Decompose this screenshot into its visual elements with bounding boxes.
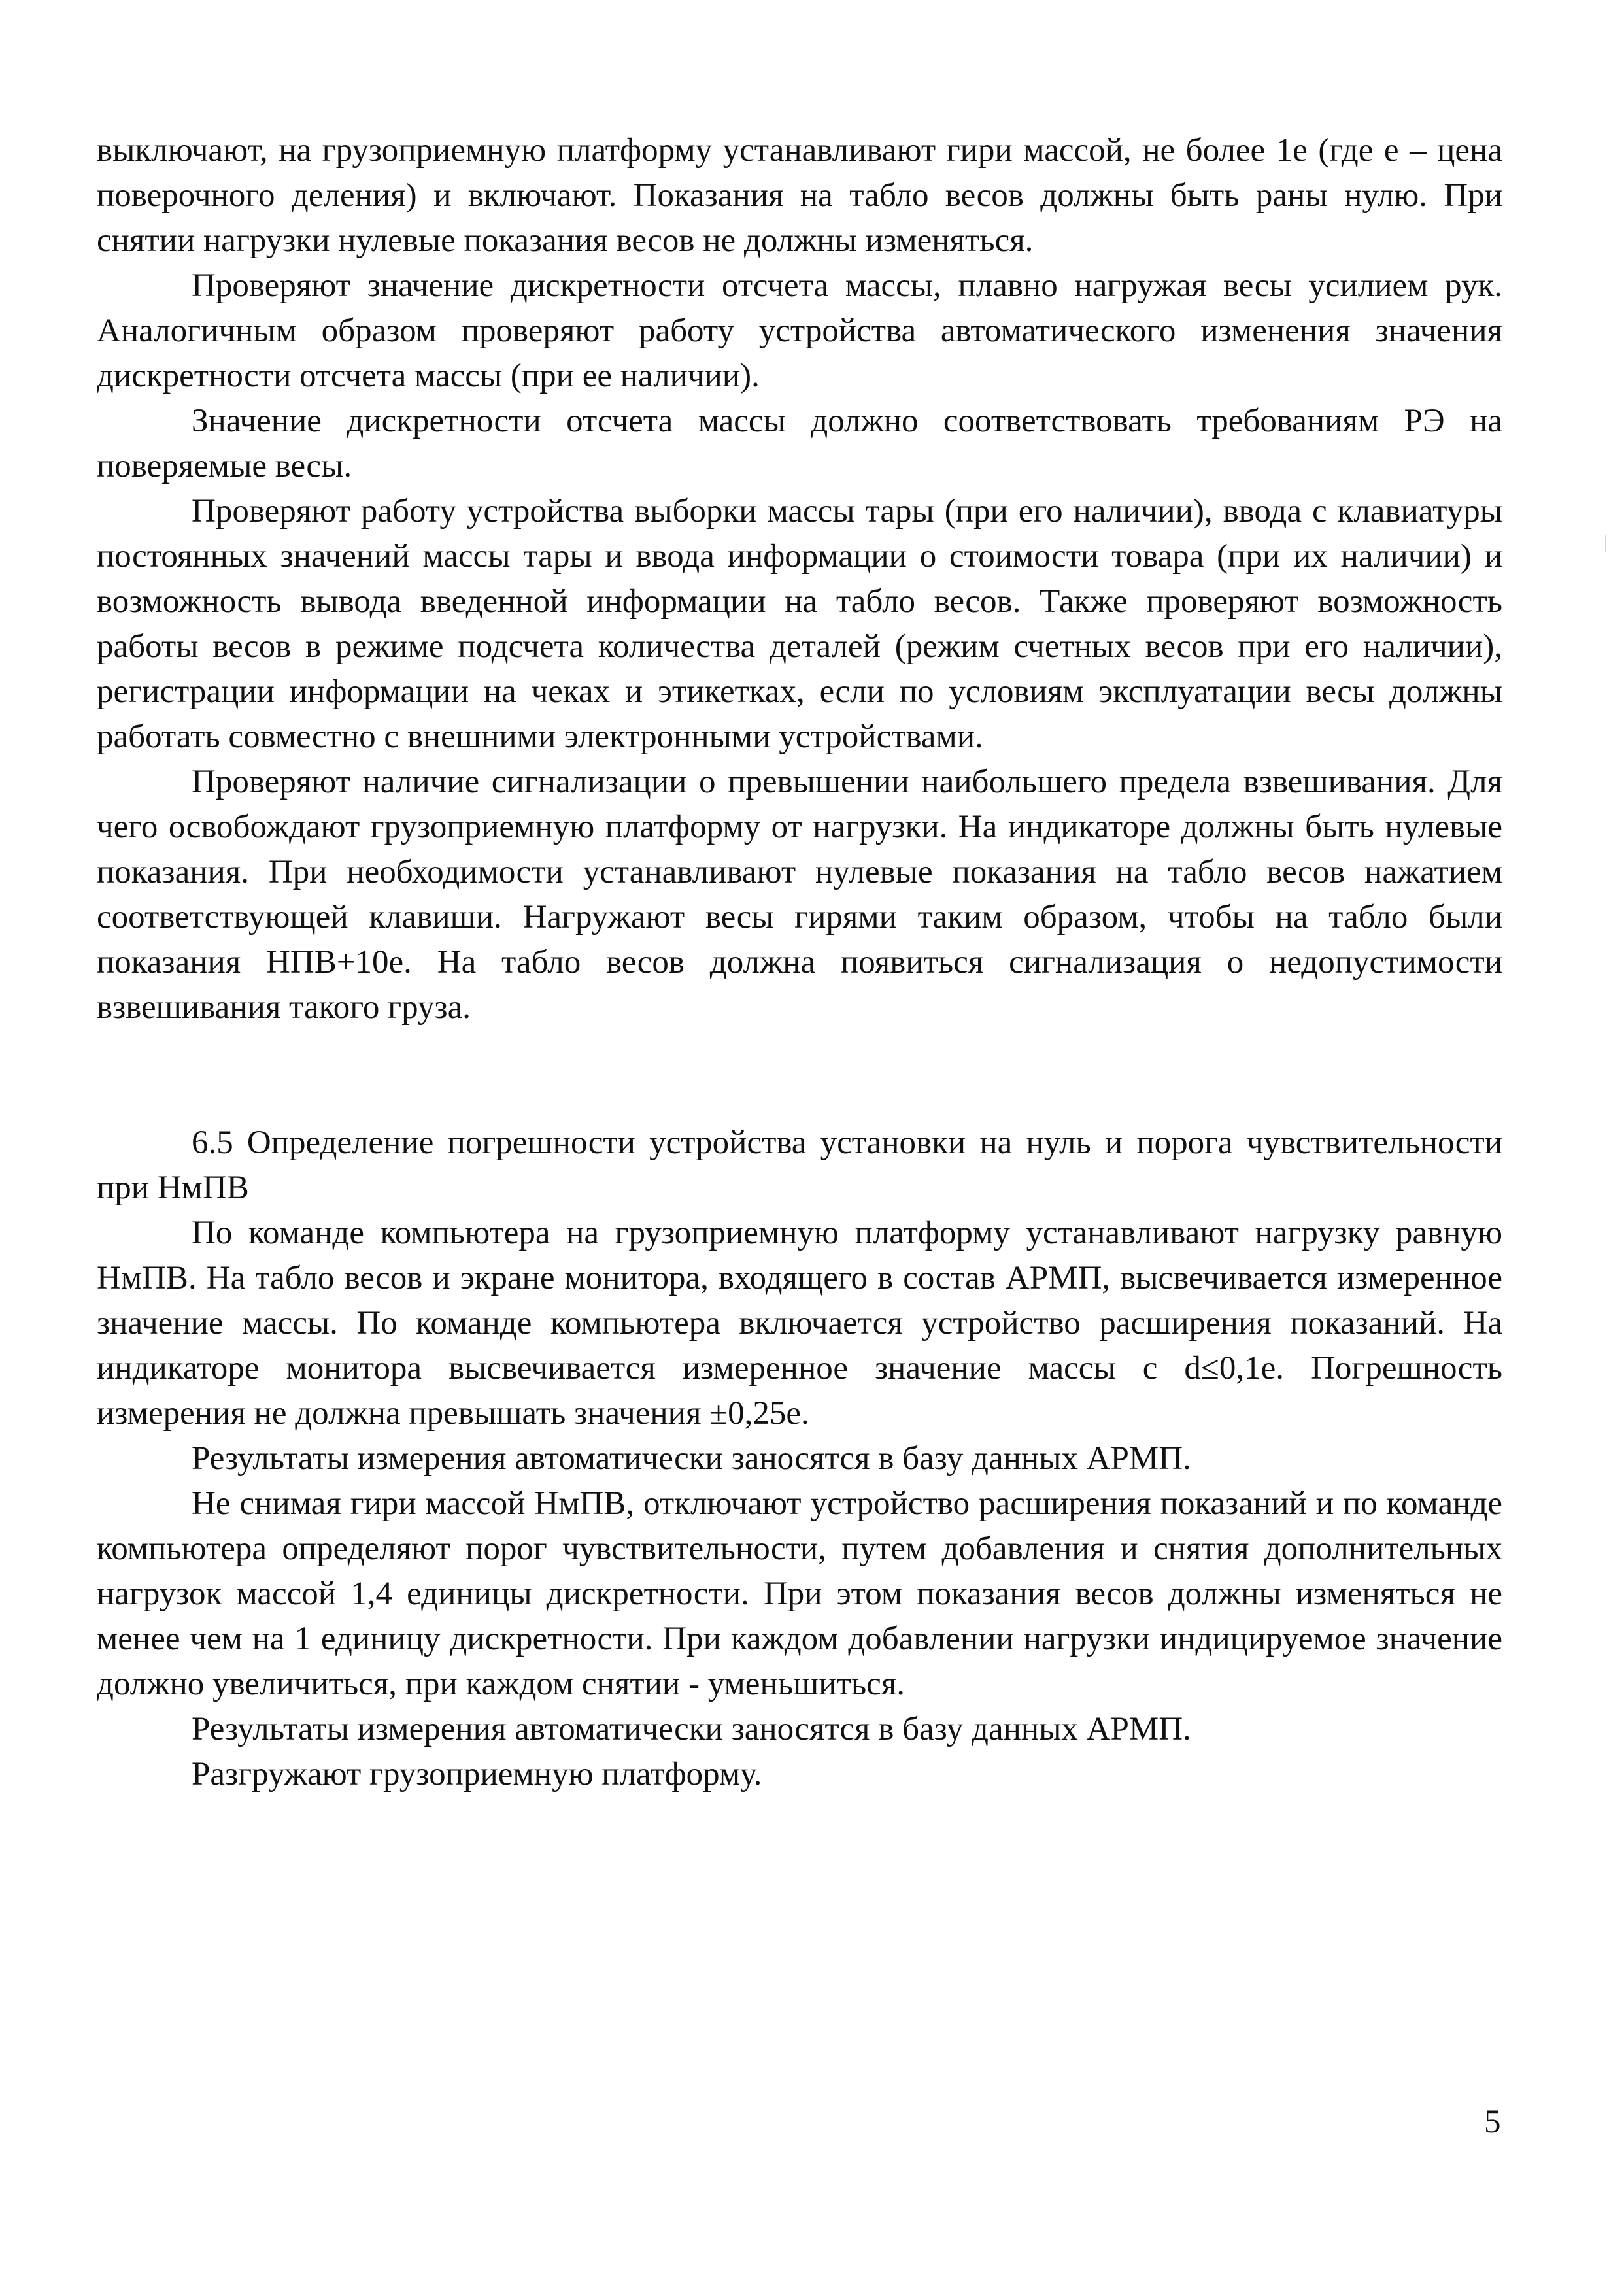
paragraph-results-recorded-2: Результаты измерения автоматически заносятся в базу данных АРМП. <box>192 1711 1191 1747</box>
paragraph-unload-platform: Разгружают грузоприемную платформу. <box>192 1756 762 1793</box>
document-body <box>97 128 1502 1797</box>
page-number: 5 <box>1484 2104 1501 2140</box>
section-heading-6-5: 6.5 Определение погрешности устройства установки на нуль и порога чувствительности при НмПВ <box>97 1124 1502 1206</box>
paragraph-zero-check-continuation: выключают, на грузоприемную платформу устанавливают гири массой, не более 1е (где е – цена поверочного деления) и включают. Показания на табло весов должны быть раны нулю. При снятии нагрузки нулевые показания весов не должны изменяться. <box>97 132 1502 259</box>
scan-margin-mark <box>1605 535 1606 552</box>
paragraph-min-load-measurement: По команде компьютера на грузоприемную платформу устанавливают нагрузку равную НмПВ. На табло весов и экране монитора, входящего в состав АРМП, высвечивается измеренное значение массы. По команде компьютера включается устройство расширения показаний. На индикаторе монитора высвечивается измеренное значение массы с d≤0,1е. Погрешность измерения не должна превышать значения ±0,25е. <box>97 1215 1502 1432</box>
paragraph-tare-device-check: Проверяют работу устройства выборки массы тары (при его наличии), ввода с клавиатуры постоянных значений массы тары и ввода информации о стоимости товара (при их наличии) и возможность вывода введенной информации на табло весов. Также проверяют возможность работы весов в режиме подсчета количества деталей (режим счетных весов при его наличии), регистрации информации на чеках и этикетках, если по условиям эксплуатации весы должны работать совместно с внешними электронными устройствами. <box>97 493 1502 755</box>
paragraph-discreteness-check: Проверяют значение дискретности отсчета массы, плавно нагружая весы усилием рук. Аналогичным образом проверяют работу устройства автоматического изменения значения дискретности отсчета массы (при ее наличии). <box>97 267 1502 394</box>
paragraph-sensitivity-threshold: Не снимая гири массой НмПВ, отключают устройство расширения показаний и по команде компьютера определяют порог чувствительности, путем добавления и снятия дополнительных нагрузок массой 1,4 единицы дискретности. При этом показания весов должны изменяться не менее чем на 1 единицу дискретности. При каждом добавлении нагрузки индицируемое значение должно увеличиться, при каждом снятии - уменьшиться. <box>97 1485 1502 1702</box>
paragraph-overload-signal-check: Проверяют наличие сигнализации о превышении наибольшего предела взвешивания. Для чего освобождают грузоприемную платформу от нагрузки. На индикаторе должны быть нулевые показания. При необходимости устанавливают нулевые показания на табло весов нажатием соответствующей клавиши. Нагружают весы гирями таким образом, чтобы на табло были показания НПВ+10е. На табло весов должна появиться сигнализация о недопустимости взвешивания такого груза. <box>97 764 1502 1026</box>
paragraph-results-recorded-1: Результаты измерения автоматически заносятся в базу данных АРМП. <box>192 1440 1191 1477</box>
paragraph-discreteness-requirement: Значение дискретности отсчета массы должно соответствовать требованиям РЭ на поверяемые весы. <box>97 403 1502 484</box>
